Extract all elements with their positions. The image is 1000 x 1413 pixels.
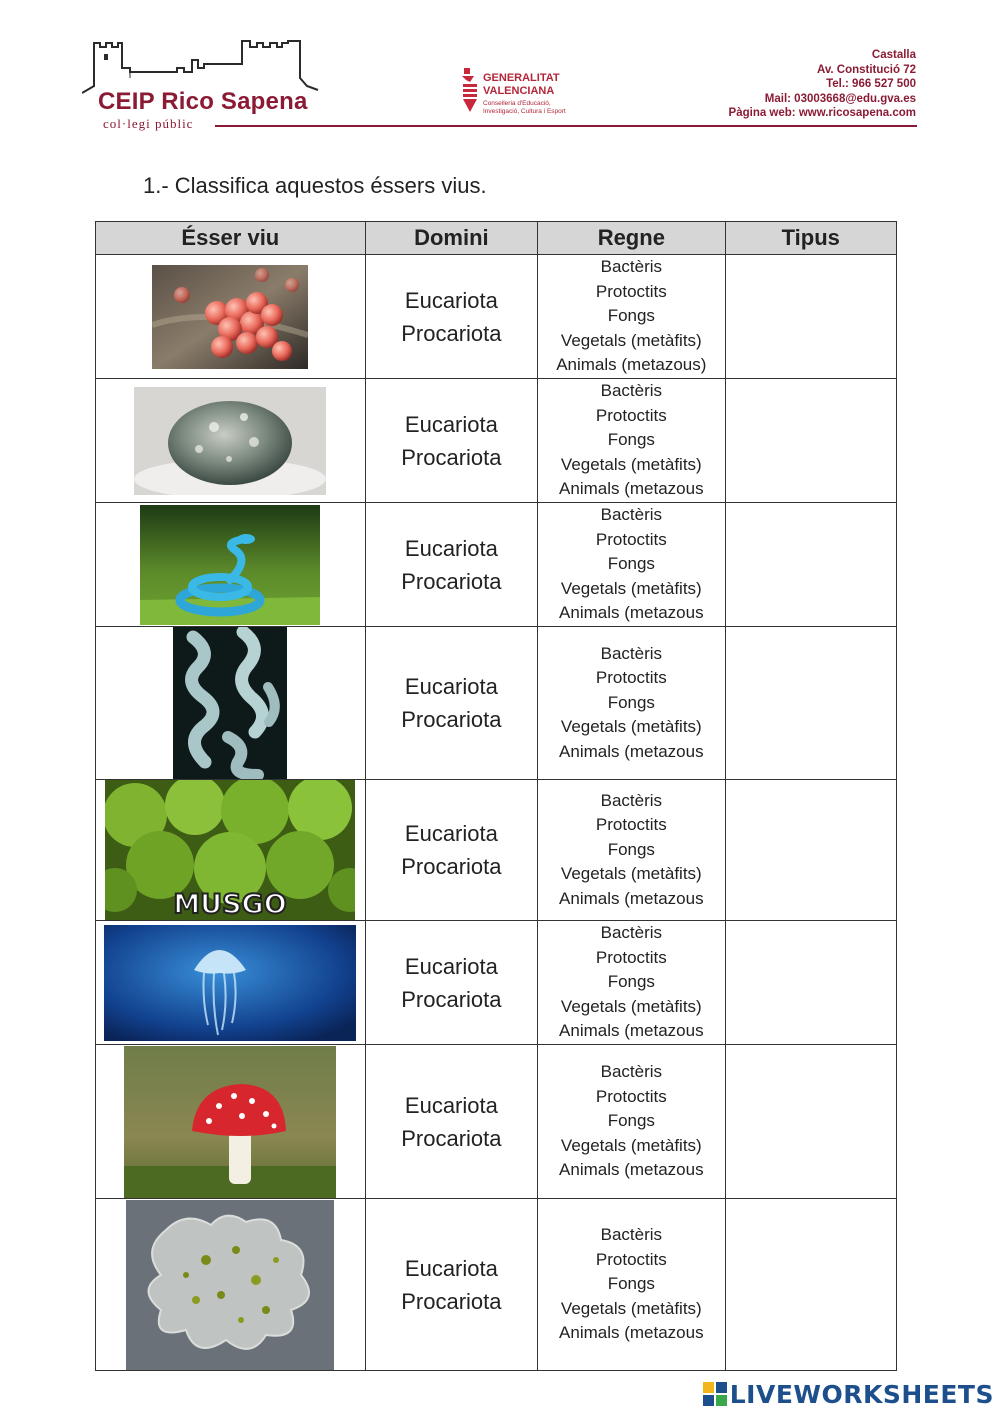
- regne-option-bacteris[interactable]: Bactèris: [600, 790, 663, 810]
- cell-regne: [538, 1199, 725, 1371]
- instruction-text: 1.- Classifica aquestos éssers vius.: [143, 173, 487, 198]
- cell-regne: [538, 627, 725, 780]
- regne-option-animals[interactable]: Animals (metazous: [559, 741, 704, 761]
- liveworksheets-icon: [703, 1382, 727, 1406]
- bacteria-cocci-image: [152, 265, 308, 369]
- cell-tipus[interactable]: [725, 921, 896, 1045]
- regne-option-animals[interactable]: Animals (metazous: [559, 1021, 704, 1041]
- table-row: [96, 921, 897, 1045]
- cell-tipus[interactable]: [725, 379, 896, 503]
- cell-image: [96, 1045, 366, 1199]
- contact-city: Castalla: [871, 49, 916, 61]
- cell-image: [96, 255, 366, 379]
- domini-option-procariota[interactable]: Procariota: [401, 854, 502, 879]
- regne-option-animals[interactable]: Animals (metazous: [559, 888, 704, 908]
- regne-option-protoctits[interactable]: Protoctits: [595, 1086, 667, 1106]
- page-header: [0, 0, 1000, 140]
- table-row: [96, 780, 897, 921]
- regne-option-protoctits[interactable]: Protoctits: [595, 1249, 667, 1269]
- contact-address: Av. Constitució 72: [816, 63, 916, 76]
- classification-table: [95, 221, 897, 1371]
- regne-option-animals[interactable]: Animals (metazous: [559, 479, 704, 499]
- generalitat-subtitle: Conselleria d'Educació, Investigació, Cultura i Esport: [483, 100, 566, 115]
- domini-option-procariota[interactable]: Procariota: [401, 1125, 502, 1151]
- cell-image: [96, 780, 366, 921]
- cell-regne: [538, 780, 725, 921]
- regne-option-bacteris[interactable]: Bactèris: [600, 381, 663, 401]
- domini-option-eucariota[interactable]: Eucariota: [404, 821, 498, 846]
- regne-option-protoctits[interactable]: Protoctits: [595, 281, 667, 301]
- school-name: CEIP Rico Sapena: [98, 88, 308, 115]
- cell-tipus[interactable]: [725, 503, 896, 627]
- school-subtitle: col·legi públic: [103, 116, 194, 131]
- table-header-row: [96, 222, 897, 255]
- regne-option-fongs[interactable]: Fongs: [607, 692, 655, 712]
- table-row: [96, 1045, 897, 1199]
- generalitat-logo-icon: [460, 66, 480, 114]
- regne-option-bacteris[interactable]: Bactèris: [600, 643, 663, 663]
- cell-regne: [538, 1045, 725, 1199]
- cell-domini: [365, 627, 537, 780]
- regne-option-fongs[interactable]: Fongs: [607, 554, 655, 574]
- generalitat-name: [483, 72, 560, 98]
- regne-option-protoctits[interactable]: Protoctits: [595, 405, 667, 425]
- cell-tipus[interactable]: [725, 255, 896, 379]
- cell-domini: [365, 1045, 537, 1199]
- header-esser-viu: Ésser viu: [96, 222, 366, 255]
- header-domini: Domini: [365, 222, 537, 255]
- regne-option-vegetals[interactable]: Vegetals (metàfits): [560, 864, 702, 884]
- regne-option-fongs[interactable]: Fongs: [607, 430, 655, 450]
- cell-regne: [538, 503, 725, 627]
- generalitat-name-line1: GENERALITAT: [483, 72, 560, 84]
- mushroom-image: [124, 1046, 336, 1198]
- table-row: [96, 379, 897, 503]
- header-tipus: Tipus: [725, 222, 896, 255]
- regne-option-fongs[interactable]: Fongs: [607, 972, 655, 992]
- moss-image-label: MUSGO: [173, 889, 288, 920]
- cell-tipus[interactable]: [725, 780, 896, 921]
- cell-regne: [538, 921, 725, 1045]
- regne-option-vegetals[interactable]: Vegetals (metàfits): [560, 454, 702, 474]
- regne-option-bacteris[interactable]: Bactèris: [600, 1062, 663, 1082]
- domini-option-eucariota[interactable]: Eucariota: [404, 1092, 498, 1118]
- domini-option-procariota[interactable]: Procariota: [401, 444, 502, 470]
- regne-option-vegetals[interactable]: Vegetals (metàfits): [560, 996, 702, 1016]
- cell-tipus[interactable]: [725, 627, 896, 780]
- regne-option-protoctits[interactable]: Protoctits: [595, 815, 667, 835]
- cell-domini: [365, 1199, 537, 1371]
- generalitat-name-line2: VALENCIANA: [483, 85, 555, 97]
- regne-option-vegetals[interactable]: Vegetals (metàfits): [560, 1298, 702, 1318]
- domini-option-procariota[interactable]: Procariota: [401, 707, 502, 732]
- regne-option-fongs[interactable]: Fongs: [607, 1274, 655, 1294]
- regne-option-vegetals[interactable]: Vegetals (metàfits): [560, 1135, 702, 1155]
- regne-option-vegetals[interactable]: Vegetals (metàfits): [560, 717, 702, 737]
- cell-image: [96, 503, 366, 627]
- regne-option-vegetals[interactable]: Vegetals (metàfits): [560, 578, 702, 598]
- cell-regne: [538, 255, 725, 379]
- domini-option-procariota[interactable]: Procariota: [401, 568, 502, 594]
- contact-block: [729, 48, 916, 121]
- liveworksheets-text: LIVEWORKSHEETS: [729, 1379, 994, 1409]
- regne-option-fongs[interactable]: Fongs: [607, 306, 655, 326]
- domini-option-procariota[interactable]: Procariota: [401, 320, 502, 346]
- regne-option-bacteris[interactable]: Bactèris: [600, 505, 663, 525]
- liveworksheets-logo: [703, 1381, 994, 1407]
- contact-tel: Tel.: 966 527 500: [826, 78, 916, 90]
- regne-option-bacteris[interactable]: Bactèris: [600, 923, 663, 943]
- cell-domini: [365, 255, 537, 379]
- domini-option-procariota[interactable]: Procariota: [401, 986, 502, 1012]
- cell-image: [96, 379, 366, 503]
- regne-option-vegetals[interactable]: Vegetals (metàfits): [560, 330, 702, 350]
- moldy-fruit-image: [134, 387, 326, 495]
- cell-image: [96, 1199, 366, 1371]
- regne-option-animals[interactable]: Animals (metazous: [559, 1160, 704, 1180]
- regne-option-bacteris[interactable]: Bactèris: [600, 1225, 663, 1245]
- header-regne: Regne: [538, 222, 725, 255]
- header-divider: [215, 125, 917, 127]
- cell-image: [96, 921, 366, 1045]
- domini-option-procariota[interactable]: Procariota: [401, 1288, 502, 1314]
- cell-domini: [365, 780, 537, 921]
- domini-option-eucariota[interactable]: Eucariota: [404, 535, 498, 561]
- domini-option-eucariota[interactable]: Eucariota: [404, 674, 498, 699]
- blue-snake-image: [140, 505, 320, 625]
- jellyfish-image: [104, 925, 356, 1041]
- moss-image: [105, 780, 355, 920]
- cell-image: [96, 627, 366, 780]
- regne-option-fongs[interactable]: Fongs: [607, 1111, 655, 1131]
- domini-option-eucariota[interactable]: Eucariota: [404, 411, 498, 437]
- table-row: [96, 503, 897, 627]
- regne-option-bacteris[interactable]: Bactèris: [600, 257, 663, 277]
- regne-option-protoctits[interactable]: Protoctits: [595, 947, 667, 967]
- cell-tipus[interactable]: [725, 1199, 896, 1371]
- domini-option-eucariota[interactable]: Eucariota: [404, 953, 498, 979]
- cell-domini: [365, 503, 537, 627]
- regne-option-protoctits[interactable]: Protoctits: [595, 668, 667, 688]
- regne-option-protoctits[interactable]: Protoctits: [595, 529, 667, 549]
- table-row: [96, 627, 897, 780]
- domini-option-eucariota[interactable]: Eucariota: [404, 287, 498, 313]
- cell-regne: [538, 379, 725, 503]
- regne-option-animals[interactable]: Animals (metazous): [556, 355, 707, 375]
- regne-option-fongs[interactable]: Fongs: [607, 839, 655, 859]
- regne-option-animals[interactable]: Animals (metazous: [559, 1323, 704, 1343]
- table-row: [96, 255, 897, 379]
- table-row: [96, 1199, 897, 1371]
- cell-tipus[interactable]: [725, 1045, 896, 1199]
- amoeba-image: [126, 1200, 334, 1370]
- spiral-bacteria-image: [173, 627, 287, 779]
- cell-domini: [365, 921, 537, 1045]
- cell-domini: [365, 379, 537, 503]
- contact-mail: Mail: 03003668@edu.gva.es: [764, 92, 916, 105]
- domini-option-eucariota[interactable]: Eucariota: [404, 1255, 498, 1281]
- regne-option-animals[interactable]: Animals (metazous: [559, 603, 704, 623]
- contact-web: Pàgina web: www.ricosapena.com: [728, 107, 916, 119]
